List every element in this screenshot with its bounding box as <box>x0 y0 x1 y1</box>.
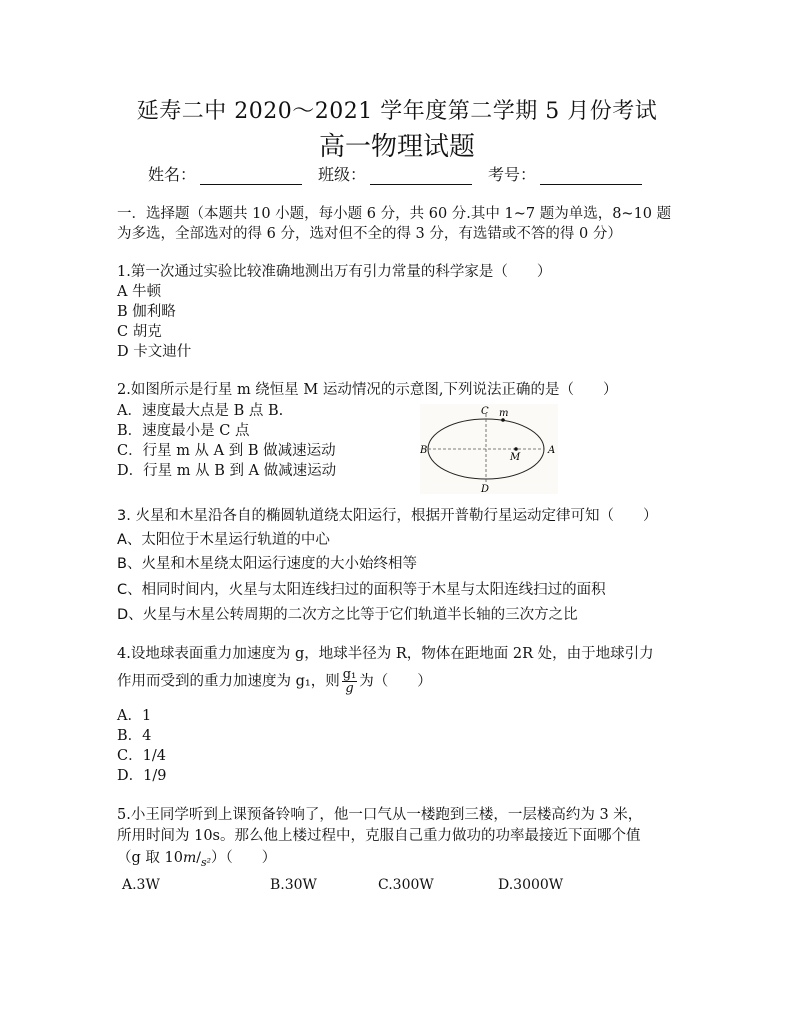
label-m: m <box>499 408 509 419</box>
unit-m: m <box>182 850 197 866</box>
subject-title: 高一物理试题 <box>318 132 475 162</box>
q3-stem: 3. 火星和木星沿各自的椭圆轨道绕太阳运行，根据开普勒行星运动定律可知（ ） <box>117 508 658 524</box>
q4-line2-pre: 作用而受到的重力加速度为 g₁，则 <box>117 673 340 690</box>
name-label: 姓名： <box>148 165 197 184</box>
q4-option-a: A．1 <box>117 708 152 724</box>
q1-stem: 1.第一次通过实验比较准确地测出万有引力常量的科学家是（ ） <box>117 264 552 280</box>
q2-option-d: D．行星 m 从 B 到 A 做减速运动 <box>117 463 337 479</box>
q5-line3-post: ）（ ） <box>211 850 277 866</box>
section-instructions-line1: 一．选择题（本题共 10 小题，每小题 6 分，共 60 分.其中 1~7 题为单选，8~10 题 <box>117 206 672 222</box>
q3-option-b: B、火星和木星绕太阳运行速度的大小始终相等 <box>117 556 417 572</box>
q1-option-d: D 卡文迪什 <box>117 344 192 360</box>
exam-no-field <box>488 162 642 185</box>
q5-line3-pre: （g 取 10 <box>117 850 183 866</box>
star-M-dot <box>514 447 518 451</box>
label-M: M <box>510 452 521 463</box>
label-B: B <box>420 445 428 456</box>
q5-line1: 5.小王同学听到上课预备铃响了，他一口气从一楼跑到三楼，一层楼高约为 3 米， <box>117 807 643 823</box>
q1-option-c: C 胡克 <box>117 324 162 340</box>
name-blank <box>200 170 302 185</box>
label-D: D <box>481 484 490 494</box>
g1-over-g-fraction <box>342 668 358 695</box>
q3-option-a: A、太阳位于木星运行轨道的中心 <box>117 532 330 548</box>
q4-option-b: B．4 <box>117 728 152 744</box>
q2-option-b: B．速度最小是 C 点 <box>117 423 250 439</box>
unit-s2: s² <box>200 856 212 869</box>
q5-option-b: B.30W <box>270 877 317 893</box>
label-A: A <box>548 445 556 456</box>
class-blank <box>370 170 472 185</box>
q2-option-c: C．行星 m 从 A 到 B 做减速运动 <box>117 443 336 459</box>
exam-no-label: 考号： <box>488 165 537 184</box>
q5-line3: （g 取 $10m/_{s^2}$）（ ） <box>117 850 277 869</box>
student-info-line <box>148 162 658 185</box>
fraction-denominator: g <box>345 681 354 696</box>
exam-no-blank <box>540 170 642 185</box>
q4-option-d: D．1/9 <box>117 768 167 784</box>
exam-title: 延寿二中 2020～2021 学年度第二学期 5 月份考试 <box>136 99 658 124</box>
q4-option-c: C．1/4 <box>117 748 166 764</box>
q5-line2: 所用时间为 10s。那么他上楼过程中，克服自己重力做功的功率最接近下面哪个值 <box>117 828 641 844</box>
fraction-numerator: g₁ <box>342 667 357 682</box>
q4-line2-post: 为（ ） <box>359 673 432 690</box>
q1-option-a: A 牛顿 <box>117 284 162 300</box>
label-C: C <box>481 406 489 417</box>
q3-option-c: C、相同时间内，火星与太阳连线扫过的面积等于木星与太阳连线扫过的面积 <box>117 582 606 598</box>
section-instructions-line2: 为多选，全部选对的得 6 分，选对但不全的得 3 分，有选错或不答的得 0 分） <box>117 226 622 242</box>
q5-option-a: A.3W <box>122 877 160 893</box>
q2-option-a: A．速度最大点是 B 点 B. <box>117 403 284 419</box>
class-field <box>318 162 472 185</box>
q3-option-d: D、火星与木星公转周期的二次方之比等于它们轨道半长轴的三次方之比 <box>117 607 578 623</box>
orbit-diagram <box>420 404 558 494</box>
q5-option-d: D.3000W <box>498 877 564 893</box>
q4-line2 <box>117 668 432 695</box>
q4-line1: 4.设地球表面重力加速度为 g，地球半径为 R，物体在距地面 2R 处，由于地球引力 <box>117 646 654 662</box>
q5-option-c: C.300W <box>378 877 434 893</box>
class-label: 班级： <box>318 165 367 184</box>
name-field <box>148 162 302 185</box>
q1-option-b: B 伽利略 <box>117 304 176 320</box>
q2-stem: 2.如图所示是行星 m 绕恒星 M 运动情况的示意图,下列说法正确的是（ ） <box>117 382 618 398</box>
